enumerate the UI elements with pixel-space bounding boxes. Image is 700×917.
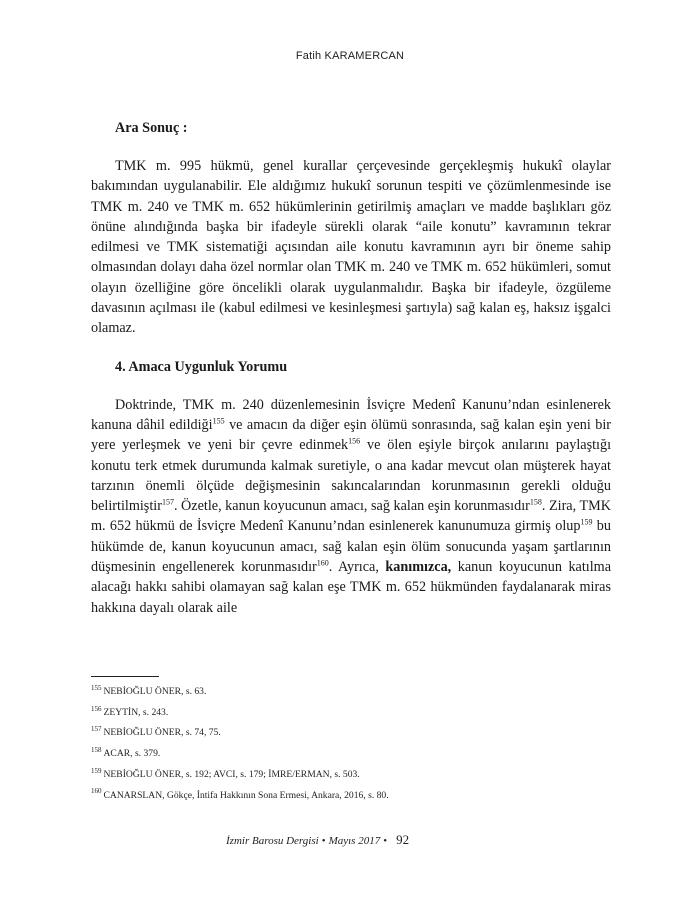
page-number: 92 (396, 832, 410, 847)
footnote-number: 156 (91, 704, 102, 713)
issue-date: Mayıs 2017 (328, 835, 381, 847)
running-header: Fatih KARAMERCAN (295, 50, 405, 62)
footnote-number: 158 (91, 745, 102, 754)
footnote-text: CANARSLAN, Gökçe, İntifa Hakkının Sona Ermesi, Ankara, 2016, s. 80. (103, 789, 389, 801)
footnote-text: ACAR, s. 379. (103, 748, 161, 760)
text-segment: kanun koyucunun katılma alacağı hakkı sahibi olamayan sağ kalan eşe TMK m. 652 hükmünden faydalanarak miras hakkına dayalı olarak aile (91, 559, 611, 616)
footnote-item (91, 703, 611, 724)
footnote-ref-156[interactable]: 156 (348, 436, 361, 446)
section-title-ara-sonuc: Ara Sonuç : (115, 120, 188, 136)
text-segment: . Ayrıca, (328, 559, 386, 576)
text-segment: Doktrinde, TMK m. 240 düzenlemesinin İsviçre Medenî Kanunu’ndan esinlenerek kanuna dâhil edildiği (91, 396, 611, 433)
footnote-text: ZEYTİN, s. 243. (103, 706, 169, 718)
text-segment: ve amacın da diğer eşin ölümü sonrasında, sağ kalan eşin yeni bir yere yerleşmek ve yeni bir çevre edinmek (91, 416, 611, 454)
footnote-ref-158[interactable]: 158 (529, 497, 542, 507)
footnote-number: 160 (91, 787, 102, 796)
bullet-separator: • (383, 835, 388, 847)
footnote-item (91, 786, 611, 807)
paragraph-amaca-uygunluk (91, 395, 611, 618)
text-segment: . Özetle, kanun koyucunun amacı, sağ kalan eşin korunmasıdır (173, 498, 530, 515)
footnote-ref-160[interactable]: 160 (316, 558, 329, 568)
journal-name: İzmir Barosu Dergisi (226, 835, 319, 847)
footnote-item (91, 723, 611, 744)
main-content (91, 118, 611, 618)
footnote-number: 155 (91, 683, 102, 692)
footnote-number: 157 (91, 725, 102, 734)
footnote-ref-157[interactable]: 157 (161, 497, 174, 507)
footnote-item (91, 682, 611, 703)
bullet-separator: • (321, 835, 326, 847)
footnote-ref-155[interactable]: 155 (212, 416, 225, 426)
text-segment: ve ölen eşiyle birçok anılarını paylaştığı konutu terk etmek durumunda kalmak suretiyle, o ana kadar mevcut olan müşterek hayat tarzının önemli ölçüde değişmesinin sakıncalarından korunmasının gerekli olduğu belirtilmiştir (91, 437, 612, 515)
section-title-amaca-uygunluk: 4. Amaca Uygunluk Yorumu (115, 358, 288, 375)
text-segment: bu hükümde de, kanun koyucunun amacı, sağ kalan eşin ölüm sonucunda yaşam şartlarının düşmesinin engellenerek korunmasıdır (91, 518, 611, 576)
footnote-item (91, 765, 611, 786)
footnote-text: NEBİOĞLU ÖNER, s. 192; AVCI, s. 179; İMRE/ERMAN, s. 503. (103, 768, 360, 780)
footnote-text: NEBİOĞLU ÖNER, s. 63. (103, 686, 207, 697)
footnotes (91, 682, 611, 806)
footnote-number: 159 (91, 766, 102, 775)
footnote-ref-159[interactable]: 159 (580, 517, 593, 527)
footnote-divider (91, 676, 159, 677)
footnote-text: NEBİOĞLU ÖNER, s. 74, 75. (103, 727, 221, 739)
footnote-item (91, 744, 611, 765)
paragraph-ara-sonuc: TMK m. 995 hükmü, genel kurallar çerçevesinde gerçekleşmiş hukukî olaylar bakımından uygulanabilir. Ele aldığımız hukukî sorunun tespiti ve çözümlenmesinde ise TMK m. 240 ve TMK m. 652 hükümlerinin getirilmiş amaçları ve madde başlıkları göz önüne alındığında başka bir ifadeyle sürekli olarak “aile konutu” kavramının tekrar edilmesi ve TMK sistematiği açısından aile konutu kavramının ayrı bir öneme sahip olmasından dolayı daha özel normlar olan TMK m. 240 ve TMK m. 652 hükümleri, somut olayın özelliğine göre öncelikli olarak uygulanmalıdır. Başka bir ifadeyle, özgüleme davasının açılması ile (kabul edilmesi ve kesinleşmesi şartıyla) sağ kalan eş, haksız işgalci olamaz. (91, 158, 611, 337)
page-footer (226, 832, 476, 848)
text-segment: . Zira, TMK m. 652 hükmü de İsviçre Medenî Kanunu’ndan esinlenerek kanunumuza girmiş olup (91, 498, 611, 535)
emphasis-text: kanımızca, (385, 559, 452, 576)
